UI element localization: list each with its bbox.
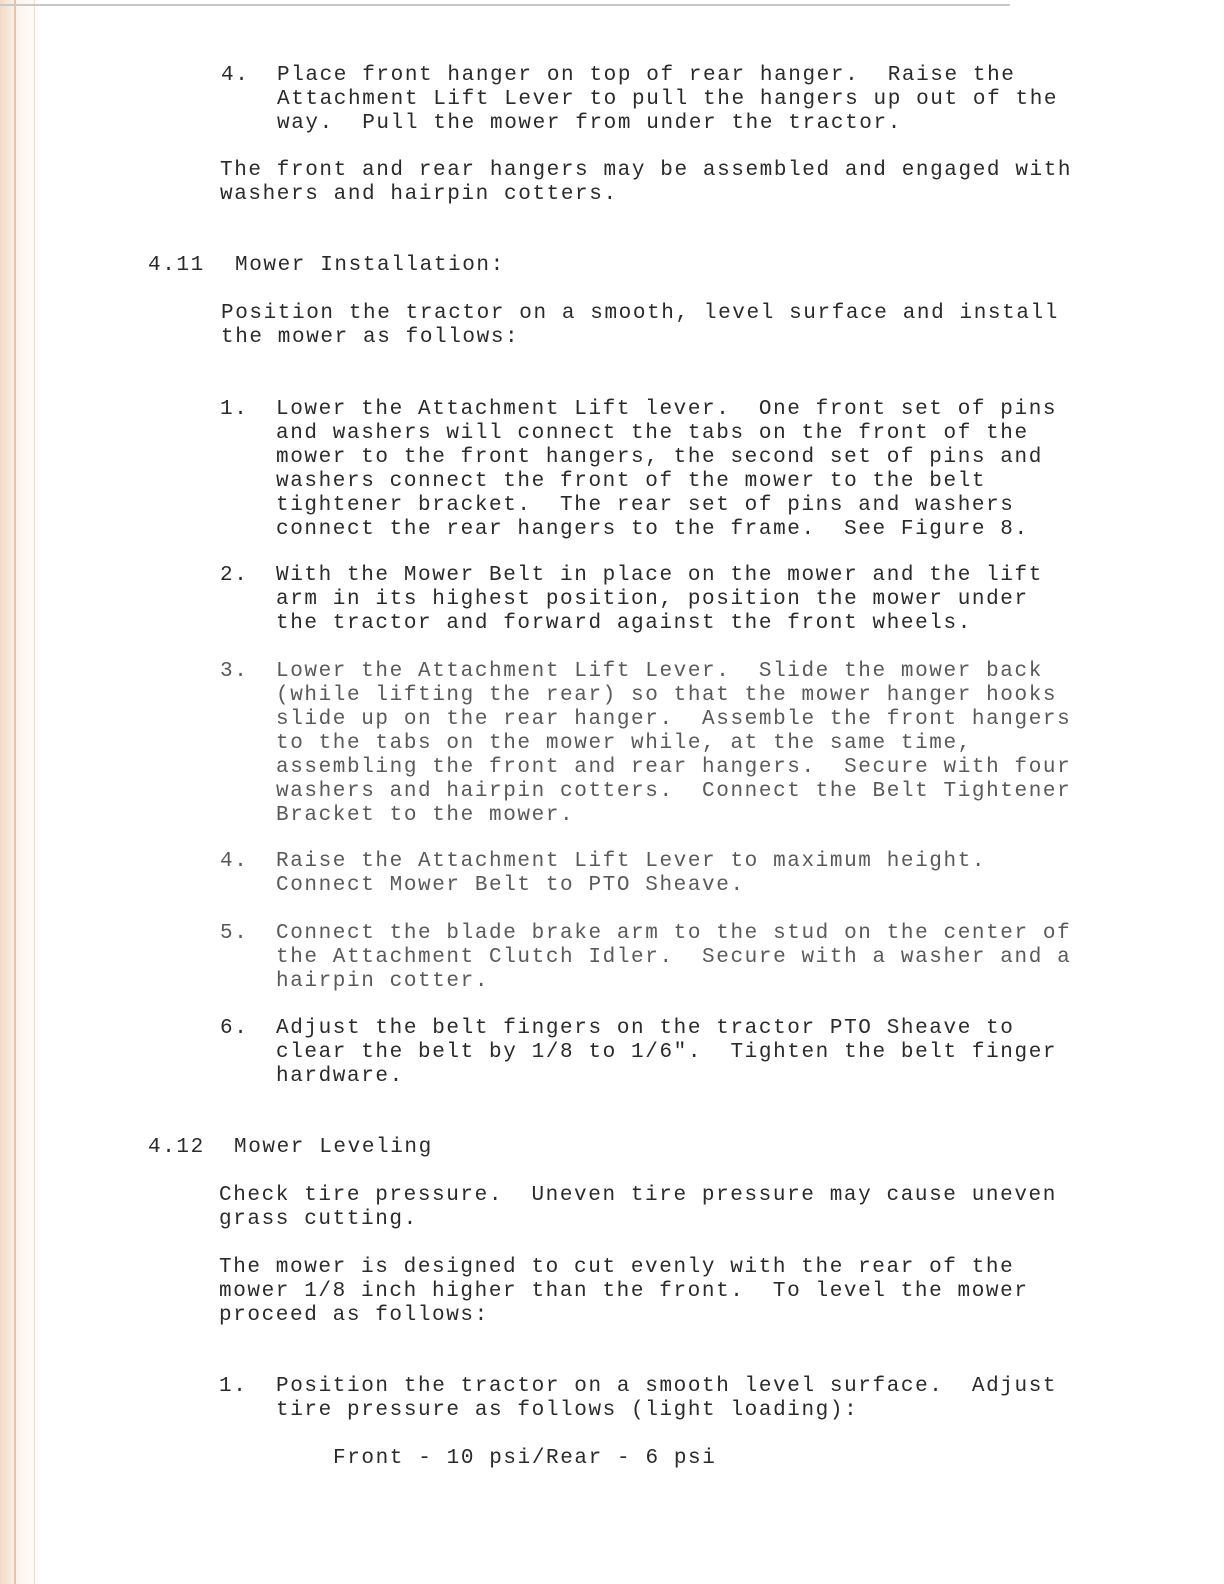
paragraph-line: The front and rear hangers may be assembled and engaged with [220, 159, 1073, 182]
paragraph-line: grass cutting. [219, 1208, 418, 1231]
binding-line-inner [34, 0, 35, 1584]
step-line: Connect the blade brake arm to the stud on the center of [276, 922, 1072, 945]
paragraph-line: washers and hairpin cotters. [220, 183, 618, 206]
step-line: (while lifting the rear) so that the mower hanger hooks [276, 684, 1058, 707]
step-line: and washers will connect the tabs on the front of the [276, 422, 1029, 445]
step-line: tightener bracket. The rear set of pins and washers [276, 494, 1015, 517]
step-line: With the Mower Belt in place on the mower and the lift [276, 564, 1043, 587]
step-number: 3. [220, 660, 249, 683]
step-line: Connect Mower Belt to PTO Sheave. [276, 874, 745, 897]
step-line: assembling the front and rear hangers. Secure with four [276, 756, 1072, 779]
intro-line: Position the tractor on a smooth, level surface and install [221, 302, 1059, 325]
step-line: tire pressure as follows (light loading): [276, 1399, 859, 1422]
section-title: Mower Leveling [234, 1136, 433, 1159]
step-line: the Attachment Clutch Idler. Secure with a washer and a [276, 946, 1072, 969]
step-number: 6. [220, 1017, 249, 1040]
top-rule [0, 4, 1010, 6]
step-line: Adjust the belt fingers on the tractor PTO Sheave to [276, 1017, 1015, 1040]
step-line: washers connect the front of the mower to the belt [276, 470, 987, 493]
step-line: Lower the Attachment Lift Lever. Slide the mower back [276, 660, 1043, 683]
step-line: way. Pull the mower from under the tractor. [277, 112, 902, 135]
step-number: 4. [220, 850, 249, 873]
step-line: slide up on the rear hanger. Assemble the front hangers [276, 708, 1072, 731]
step-line: Attachment Lift Lever to pull the hangers up out of the [277, 88, 1059, 111]
section-number: 4.12 [148, 1136, 205, 1159]
intro-line: the mower as follows: [221, 326, 520, 349]
step-number: 4. [221, 64, 250, 87]
step-number: 5. [220, 922, 249, 945]
step-line: to the tabs on the mower while, at the same time, [276, 732, 972, 755]
paragraph-line: proceed as follows: [219, 1304, 489, 1327]
step-line: hardware. [276, 1065, 404, 1088]
step-number: 1. [219, 1375, 248, 1398]
step-line: Position the tractor on a smooth level surface. Adjust [276, 1375, 1058, 1398]
step-line: Raise the Attachment Lift Lever to maximum height. [276, 850, 987, 873]
step-line: clear the belt by 1/8 to 1/6". Tighten the belt finger [276, 1041, 1058, 1064]
step-line: hairpin cotter. [276, 970, 490, 993]
paragraph-line: Check tire pressure. Uneven tire pressure may cause uneven [219, 1184, 1057, 1207]
step-line: Bracket to the mower. [276, 804, 575, 827]
section-number: 4.11 [148, 254, 205, 277]
paragraph-line: The mower is designed to cut evenly with the rear of the [219, 1256, 1015, 1279]
section-title: Mower Installation: [235, 254, 505, 277]
paragraph-line: mower 1/8 inch higher than the front. To level the mower [219, 1280, 1029, 1303]
step-line: arm in its highest position, position the mower under [276, 588, 1029, 611]
step-line: connect the rear hangers to the frame. See Figure 8. [276, 518, 1029, 541]
step-line: the tractor and forward against the front wheels. [276, 612, 972, 635]
step-number: 1. [220, 398, 249, 421]
step-line: Place front hanger on top of rear hanger. Raise the [277, 64, 1016, 87]
step-line: Lower the Attachment Lift lever. One front set of pins [276, 398, 1058, 421]
tire-pressure-spec: Front - 10 psi/Rear - 6 psi [333, 1447, 717, 1470]
step-line: washers and hairpin cotters. Connect the Belt Tightener [276, 780, 1072, 803]
step-line: mower to the front hangers, the second set of pins and [276, 446, 1043, 469]
binding-line [14, 0, 16, 1584]
step-number: 2. [220, 564, 249, 587]
